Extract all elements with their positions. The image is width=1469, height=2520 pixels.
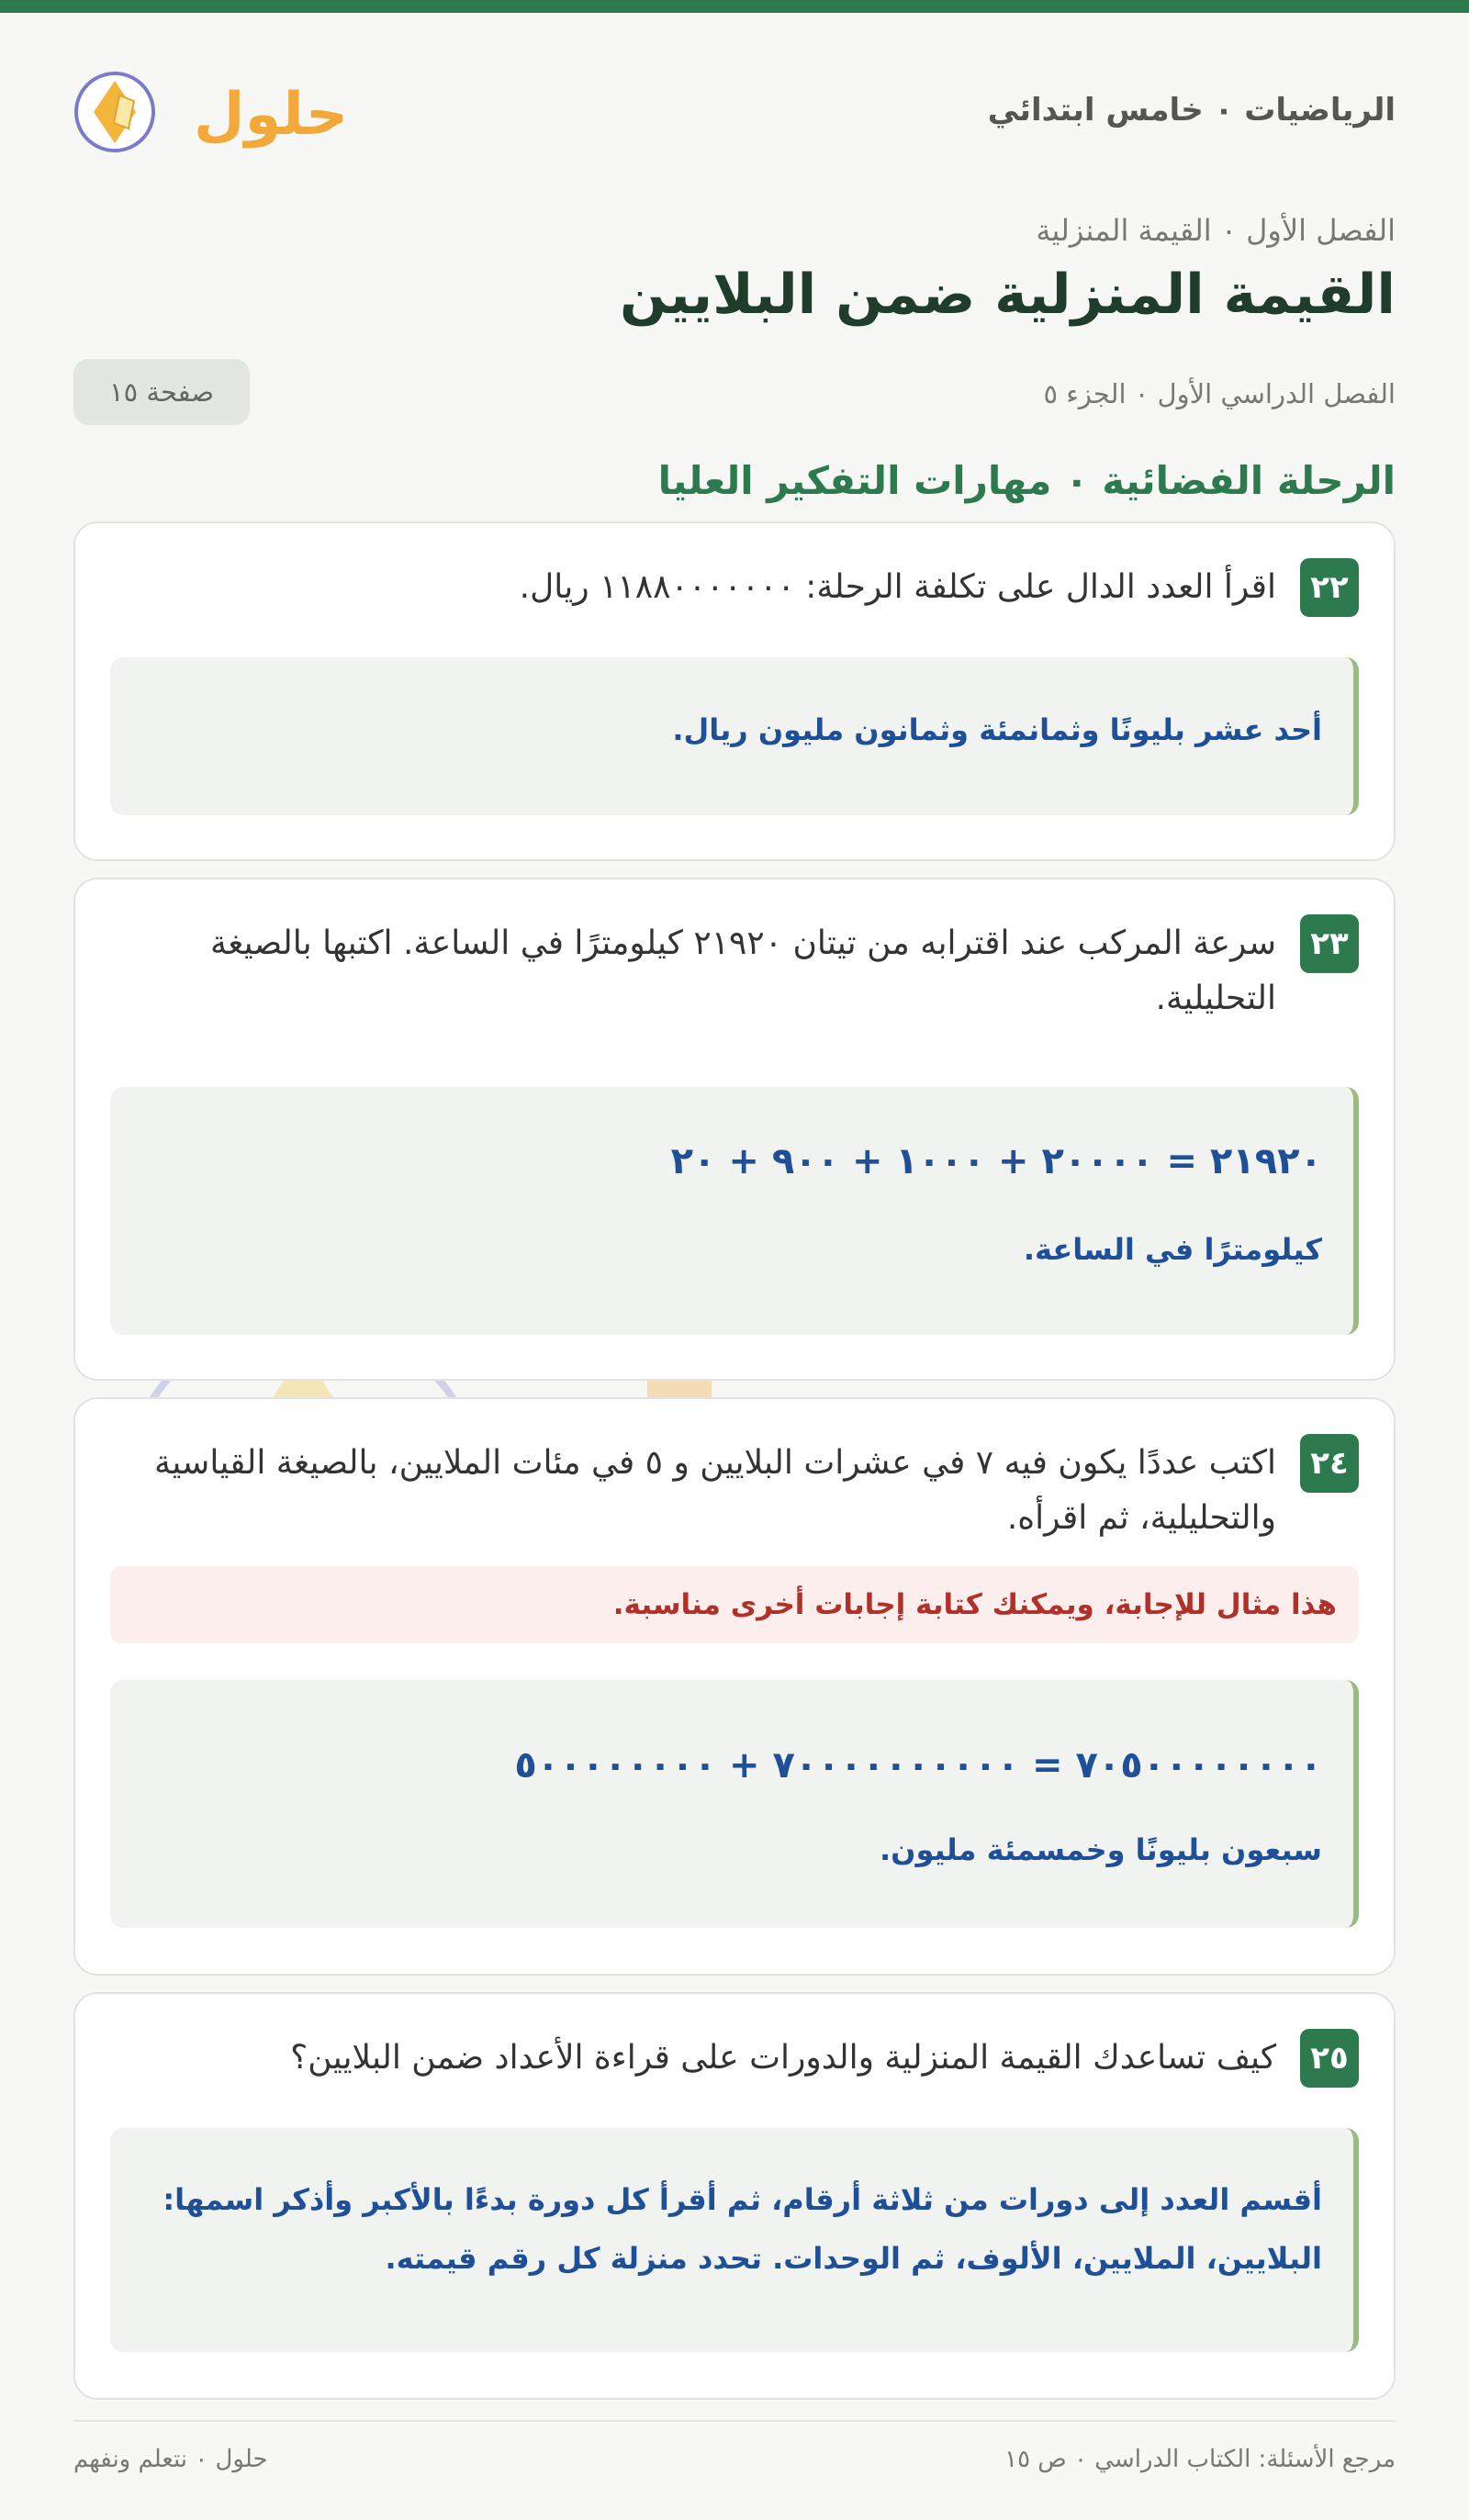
page-title: القيمة المنزلية ضمن البلايين (620, 263, 1396, 327)
footer-source: مرجع الأسئلة: الكتاب الدراسي ٠ ص ١٥ (1004, 2446, 1396, 2473)
answer-line: كيلومترًا في الساعة. (1023, 1232, 1322, 1267)
lesson-meta: الفصل الدراسي الأول ٠ الجزء ٥ (1043, 378, 1396, 409)
question-card-25 (73, 1992, 1396, 2400)
question-card-24 (73, 1397, 1396, 1976)
answer-equation: ٢١٩٢٠ = ٢٠٠٠٠ + ١٠٠٠ + ٩٠٠ + ٢٠ (670, 1140, 1322, 1182)
question-text: اكتب عددًا يكون فيه ٧ في عشرات البلايين و ٥ في مئات الملايين، بالصيغة القياسية والتحليلية، ثم اقرأه. (154, 1444, 1276, 1537)
question-card-22 (73, 521, 1396, 861)
question-number: ٢٣ (1300, 914, 1359, 973)
answer-equation: ٧٠٥٠٠٠٠٠٠٠٠ = ٧٠٠٠٠٠٠٠٠٠٠ + ٥٠٠٠٠٠٠٠٠ (514, 1744, 1322, 1786)
question-number: ٢٢ (1300, 558, 1359, 617)
question-text: اقرأ العدد الدال على تكلفة الرحلة: ١١٨٨٠٠٠٠٠٠٠ ريال. (519, 568, 1276, 606)
footer-divider (73, 2420, 1396, 2422)
answer-box (110, 2128, 1359, 2352)
answer-line: سبعون بليونًا وخمسمئة مليون. (880, 1832, 1322, 1867)
question-card-23 (73, 878, 1396, 1381)
top-accent-bar (0, 0, 1469, 13)
section-heading: الرحلة الفضائية ٠ مهارات التفكير العليا (657, 458, 1396, 503)
question-text: كيف تساعدك القيمة المنزلية والدورات على قراءة الأعداد ضمن البلايين؟ (290, 2039, 1276, 2077)
answer-line: أقسم العدد إلى دورات من ثلاثة أرقام، ثم أقرأ كل دورة بدءًا بالأكبر وأذكر اسمها: البلايين، الملايين، الألوف، ثم الوحدات. تحدد منزلة كل رقم قيمته. (163, 2182, 1322, 2276)
answer-box (110, 657, 1359, 815)
answer-box (110, 1087, 1359, 1335)
page-badge: صفحة ١٥ (73, 359, 250, 425)
subject-label: الرياضيات ٠ خامس ابتدائي (987, 92, 1396, 129)
logo-wordmark: حلول (194, 81, 348, 149)
footer-brand: حلول ٠ نتعلم ونفهم (73, 2446, 268, 2473)
question-text: سرعة المركب عند اقترابه من تيتان ٢١٩٢٠ كيلومترًا في الساعة. اكتبها بالصيغة التحليلية. (209, 924, 1276, 1017)
logo-icon (73, 59, 349, 160)
question-number: ٢٤ (1300, 1434, 1359, 1493)
answer-line: أحد عشر بليونًا وثمانمئة وثمانون مليون ريال. (672, 712, 1322, 747)
example-note: هذا مثال للإجابة، ويمكنك كتابة إجابات أخرى مناسبة. (110, 1566, 1359, 1643)
question-number: ٢٥ (1300, 2029, 1359, 2088)
answer-box (110, 1680, 1359, 1928)
breadcrumb: الفصل الأول ٠ القيمة المنزلية (1036, 213, 1396, 248)
brand-logo[interactable] (73, 59, 349, 160)
